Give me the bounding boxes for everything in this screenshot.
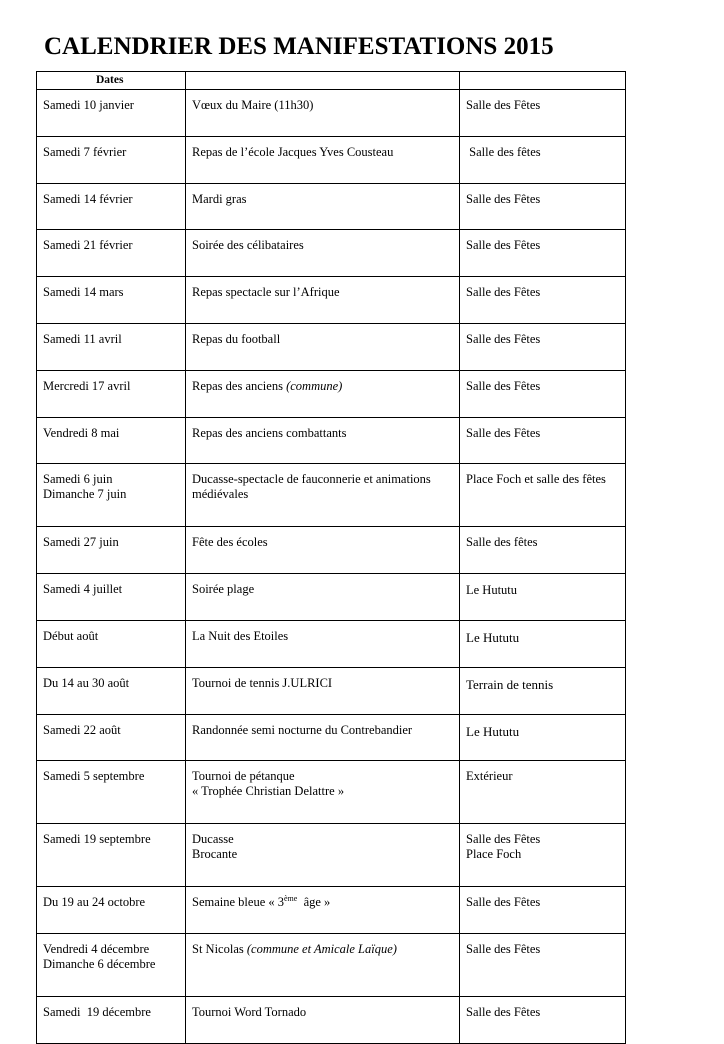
date-line: Mercredi 17 avril — [43, 378, 131, 393]
cell-date — [37, 934, 186, 997]
cell-event — [186, 714, 460, 761]
place-line: Extérieur — [466, 769, 513, 784]
table-row — [37, 887, 626, 934]
header-event — [186, 72, 460, 90]
date-line: Début août — [43, 628, 99, 643]
table-row — [37, 620, 626, 667]
table-row — [37, 464, 626, 527]
cell-event — [186, 824, 460, 887]
cell-event — [186, 417, 460, 464]
table-row — [37, 667, 626, 714]
cell-date — [37, 667, 186, 714]
event-line: Ducasse-spectacle de fauconnerie et animations — [192, 472, 431, 487]
event-line: Mardi gras — [192, 191, 247, 206]
event-line: Tournoi de tennis J.ULRICI — [192, 675, 333, 690]
cell-place — [460, 527, 626, 574]
events-calendar-table — [36, 71, 626, 1044]
table-row — [37, 761, 626, 824]
table-row — [37, 934, 626, 997]
event-line: « Trophée Christian Delattre » — [192, 784, 345, 799]
event-line: Tournoi Word Tornado — [192, 1005, 307, 1020]
event-note: (commune) — [286, 378, 343, 393]
place-line: Le Hututu — [466, 583, 518, 598]
place-line: Salle des fêtes — [466, 144, 541, 159]
cell-date — [37, 527, 186, 574]
cell-place — [460, 136, 626, 183]
cell-event — [186, 136, 460, 183]
cell-event — [186, 574, 460, 621]
table-row — [37, 714, 626, 761]
date-line: Samedi 22 août — [43, 722, 121, 737]
place-line: Salle des Fêtes — [466, 378, 541, 393]
table-row — [37, 370, 626, 417]
place-line: Place Foch — [466, 847, 522, 862]
date-line: Dimanche 7 juin — [43, 487, 127, 502]
date-line: Samedi 7 février — [43, 144, 127, 159]
cell-event — [186, 934, 460, 997]
date-line: Samedi 5 septembre — [43, 769, 145, 784]
place-line: Salle des Fêtes — [466, 98, 541, 112]
cell-place — [460, 230, 626, 277]
cell-place — [460, 90, 626, 137]
date-line: Du 19 au 24 octobre — [43, 895, 146, 910]
cell-event — [186, 370, 460, 417]
cell-event — [186, 620, 460, 667]
cell-event — [186, 230, 460, 277]
date-line: Samedi 19 décembre — [43, 1005, 151, 1020]
table-header-row — [37, 72, 626, 90]
cell-place — [460, 370, 626, 417]
cell-date — [37, 323, 186, 370]
date-line: Vendredi 8 mai — [43, 425, 120, 440]
event-line: La Nuit des Etoiles — [192, 628, 289, 643]
cell-date — [37, 370, 186, 417]
cell-place — [460, 761, 626, 824]
cell-date — [37, 574, 186, 621]
event-line — [192, 895, 453, 910]
cell-event — [186, 997, 460, 1044]
cell-event — [186, 527, 460, 574]
cell-date — [37, 620, 186, 667]
event-line: Soirée des célibataires — [192, 238, 304, 253]
place-line: Salle des Fêtes — [466, 191, 541, 206]
place-line: Salle des Fêtes — [466, 832, 541, 847]
event-line: Tournoi de pétanque — [192, 769, 295, 784]
event-line — [192, 379, 453, 394]
cell-place — [460, 323, 626, 370]
date-line: Samedi 4 juillet — [43, 582, 123, 597]
cell-event — [186, 464, 460, 527]
place-line: Place Foch et salle des fêtes — [466, 472, 606, 487]
header-dates: Dates — [37, 72, 186, 90]
event-line: Soirée plage — [192, 582, 255, 597]
place-line: Salle des Fêtes — [466, 238, 541, 253]
cell-place — [460, 620, 626, 667]
cell-date — [37, 464, 186, 527]
place-line: Le Hututu — [466, 629, 520, 645]
cell-date — [37, 887, 186, 934]
header-place — [460, 72, 626, 90]
table-row — [37, 90, 626, 137]
table-row — [37, 824, 626, 887]
date-line: Dimanche 6 décembre — [43, 957, 156, 972]
cell-date — [37, 230, 186, 277]
place-line: Terrain de tennis — [466, 676, 554, 692]
event-line: Repas des anciens combattants — [192, 425, 347, 440]
event-text: Semaine bleue « 3 — [192, 895, 284, 910]
event-text: St Nicolas — [192, 942, 247, 957]
date-line: Vendredi 4 décembre — [43, 942, 150, 957]
date-line: Samedi 27 juin — [43, 535, 119, 550]
cell-event — [186, 761, 460, 824]
event-line: Vœux du Maire (11h30) — [192, 98, 314, 112]
place-line: Salle des fêtes — [466, 535, 538, 550]
event-line: médiévales — [192, 487, 249, 502]
cell-place — [460, 183, 626, 230]
cell-date — [37, 714, 186, 761]
cell-date — [37, 761, 186, 824]
event-note: (commune et Amicale Laïque) — [246, 942, 397, 957]
event-line — [192, 942, 453, 957]
cell-place — [460, 574, 626, 621]
cell-place — [460, 464, 626, 527]
place-line: Salle des Fêtes — [466, 331, 541, 346]
place-line: Salle des Fêtes — [466, 942, 541, 957]
table-row — [37, 323, 626, 370]
cell-event — [186, 887, 460, 934]
event-line: Ducasse — [192, 832, 234, 847]
date-line: Samedi 21 février — [43, 238, 133, 253]
event-line: Repas de l’école Jacques Yves Cousteau — [192, 144, 394, 159]
table-row — [37, 136, 626, 183]
cell-place — [460, 824, 626, 887]
event-line: Repas du football — [192, 331, 281, 346]
date-line: Samedi 10 janvier — [43, 98, 134, 112]
cell-place — [460, 667, 626, 714]
date-line: Samedi 14 février — [43, 191, 133, 206]
table-row — [37, 997, 626, 1044]
event-line: Randonnée semi nocturne du Contrebandier — [192, 722, 413, 737]
date-line: Samedi 11 avril — [43, 331, 122, 346]
page-title: CALENDRIER DES MANIFESTATIONS 2015 — [44, 33, 554, 60]
table-row — [37, 183, 626, 230]
cell-date — [37, 824, 186, 887]
place-line: Salle des Fêtes — [466, 895, 541, 910]
event-line: Fête des écoles — [192, 535, 268, 550]
table-row — [37, 527, 626, 574]
cell-event — [186, 323, 460, 370]
cell-place — [460, 934, 626, 997]
cell-event — [186, 667, 460, 714]
event-line: Repas spectacle sur l’Afrique — [192, 285, 340, 300]
place-line: Salle des Fêtes — [466, 1005, 541, 1020]
cell-place — [460, 997, 626, 1044]
event-superscript: ème — [284, 894, 298, 904]
cell-date — [37, 417, 186, 464]
place-line: Salle des Fêtes — [466, 425, 541, 440]
date-line: Samedi 14 mars — [43, 285, 124, 300]
cell-place — [460, 714, 626, 761]
table-row — [37, 417, 626, 464]
event-line: Brocante — [192, 847, 238, 862]
date-line: Samedi 6 juin — [43, 472, 113, 487]
table-row — [37, 574, 626, 621]
cell-place — [460, 887, 626, 934]
cell-date — [37, 136, 186, 183]
cell-date — [37, 277, 186, 324]
cell-date — [37, 183, 186, 230]
date-line: Du 14 au 30 août — [43, 675, 130, 690]
cell-event — [186, 183, 460, 230]
table-row — [37, 277, 626, 324]
event-text-after: âge » — [297, 895, 331, 910]
event-text: Repas des anciens — [192, 378, 287, 393]
table-row — [37, 230, 626, 277]
cell-event — [186, 90, 460, 137]
place-line: Salle des Fêtes — [466, 285, 541, 300]
date-line: Samedi 19 septembre — [43, 832, 151, 847]
cell-place — [460, 417, 626, 464]
place-line: Le Hututu — [466, 723, 520, 739]
cell-event — [186, 277, 460, 324]
cell-place — [460, 277, 626, 324]
cell-date — [37, 90, 186, 137]
cell-date — [37, 997, 186, 1044]
